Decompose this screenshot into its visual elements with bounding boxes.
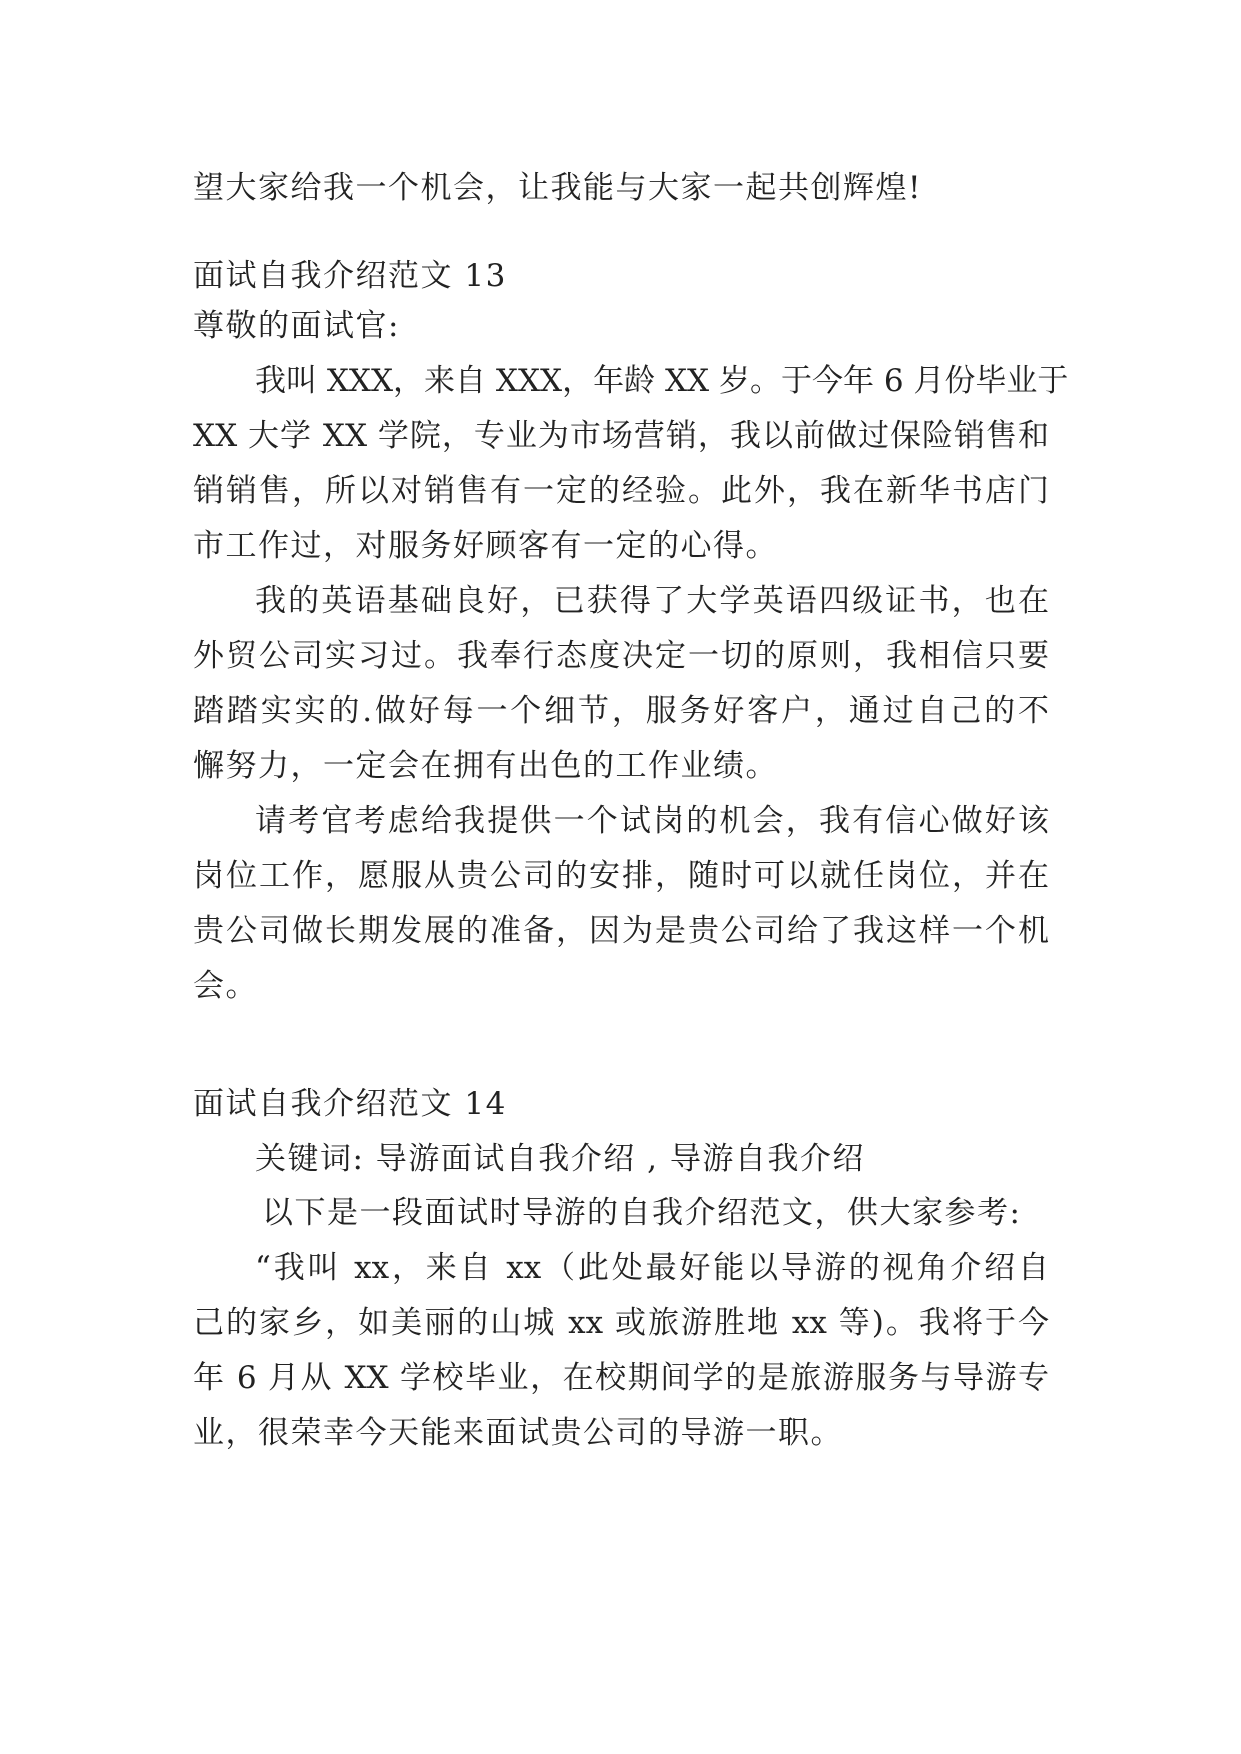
paragraph-line: 岗位工作，愿服从贵公司的安排，随时可以就任岗位，并在 <box>193 858 1049 894</box>
intro-line: 望大家给我一个机会，让我能与大家一起共创辉煌! <box>193 170 922 206</box>
paragraph-line: 市工作过，对服务好顾客有一定的心得。 <box>193 528 778 564</box>
paragraph-line: 踏踏实实的.做好每一个细节，服务好客户，通过自己的不 <box>193 693 1049 729</box>
paragraph-line: 贵公司做长期发展的准备，因为是贵公司给了我这样一个机 <box>193 913 1049 949</box>
section-13-heading: 面试自我介绍范文 13 <box>193 258 507 294</box>
paragraph-line: 以下是一段面试时导游的自我介绍范文，供大家参考: <box>262 1195 1022 1231</box>
paragraph-line: 懈努力，一定会在拥有出色的工作业绩。 <box>193 748 778 784</box>
paragraph-line: 我叫 XXX，来自 XXX，年龄 XX 岁。于今年 6 月份毕业于 <box>255 363 1069 399</box>
paragraph-line: “我叫 xx，来自 xx（此处最好能以导游的视角介绍自 <box>255 1250 1049 1286</box>
paragraph-line: 业，很荣幸今天能来面试贵公司的导游一职。 <box>193 1415 843 1451</box>
paragraph-line: 会。 <box>193 968 258 1004</box>
paragraph-line: 我的英语基础良好，已获得了大学英语四级证书，也在 <box>255 583 1049 619</box>
paragraph-line: 请考官考虑给我提供一个试岗的机会，我有信心做好该 <box>255 803 1049 839</box>
keywords-line: 关键词: 导游面试自我介绍 , 导游自我介绍 <box>255 1141 865 1177</box>
paragraph-line: XX 大学 XX 学院，专业为市场营销，我以前做过保险销售和 <box>193 418 1049 454</box>
paragraph-line: 年 6 月从 XX 学校毕业，在校期间学的是旅游服务与导游专 <box>193 1360 1049 1396</box>
paragraph-line: 己的家乡，如美丽的山城 xx 或旅游胜地 xx 等)。我将于今 <box>193 1305 1049 1341</box>
salutation: 尊敬的面试官: <box>193 308 400 344</box>
section-14-heading: 面试自我介绍范文 14 <box>193 1086 507 1122</box>
paragraph-line: 销销售，所以对销售有一定的经验。此外，我在新华书店门 <box>193 473 1049 509</box>
paragraph-line: 外贸公司实习过。我奉行态度决定一切的原则，我相信只要 <box>193 638 1049 674</box>
